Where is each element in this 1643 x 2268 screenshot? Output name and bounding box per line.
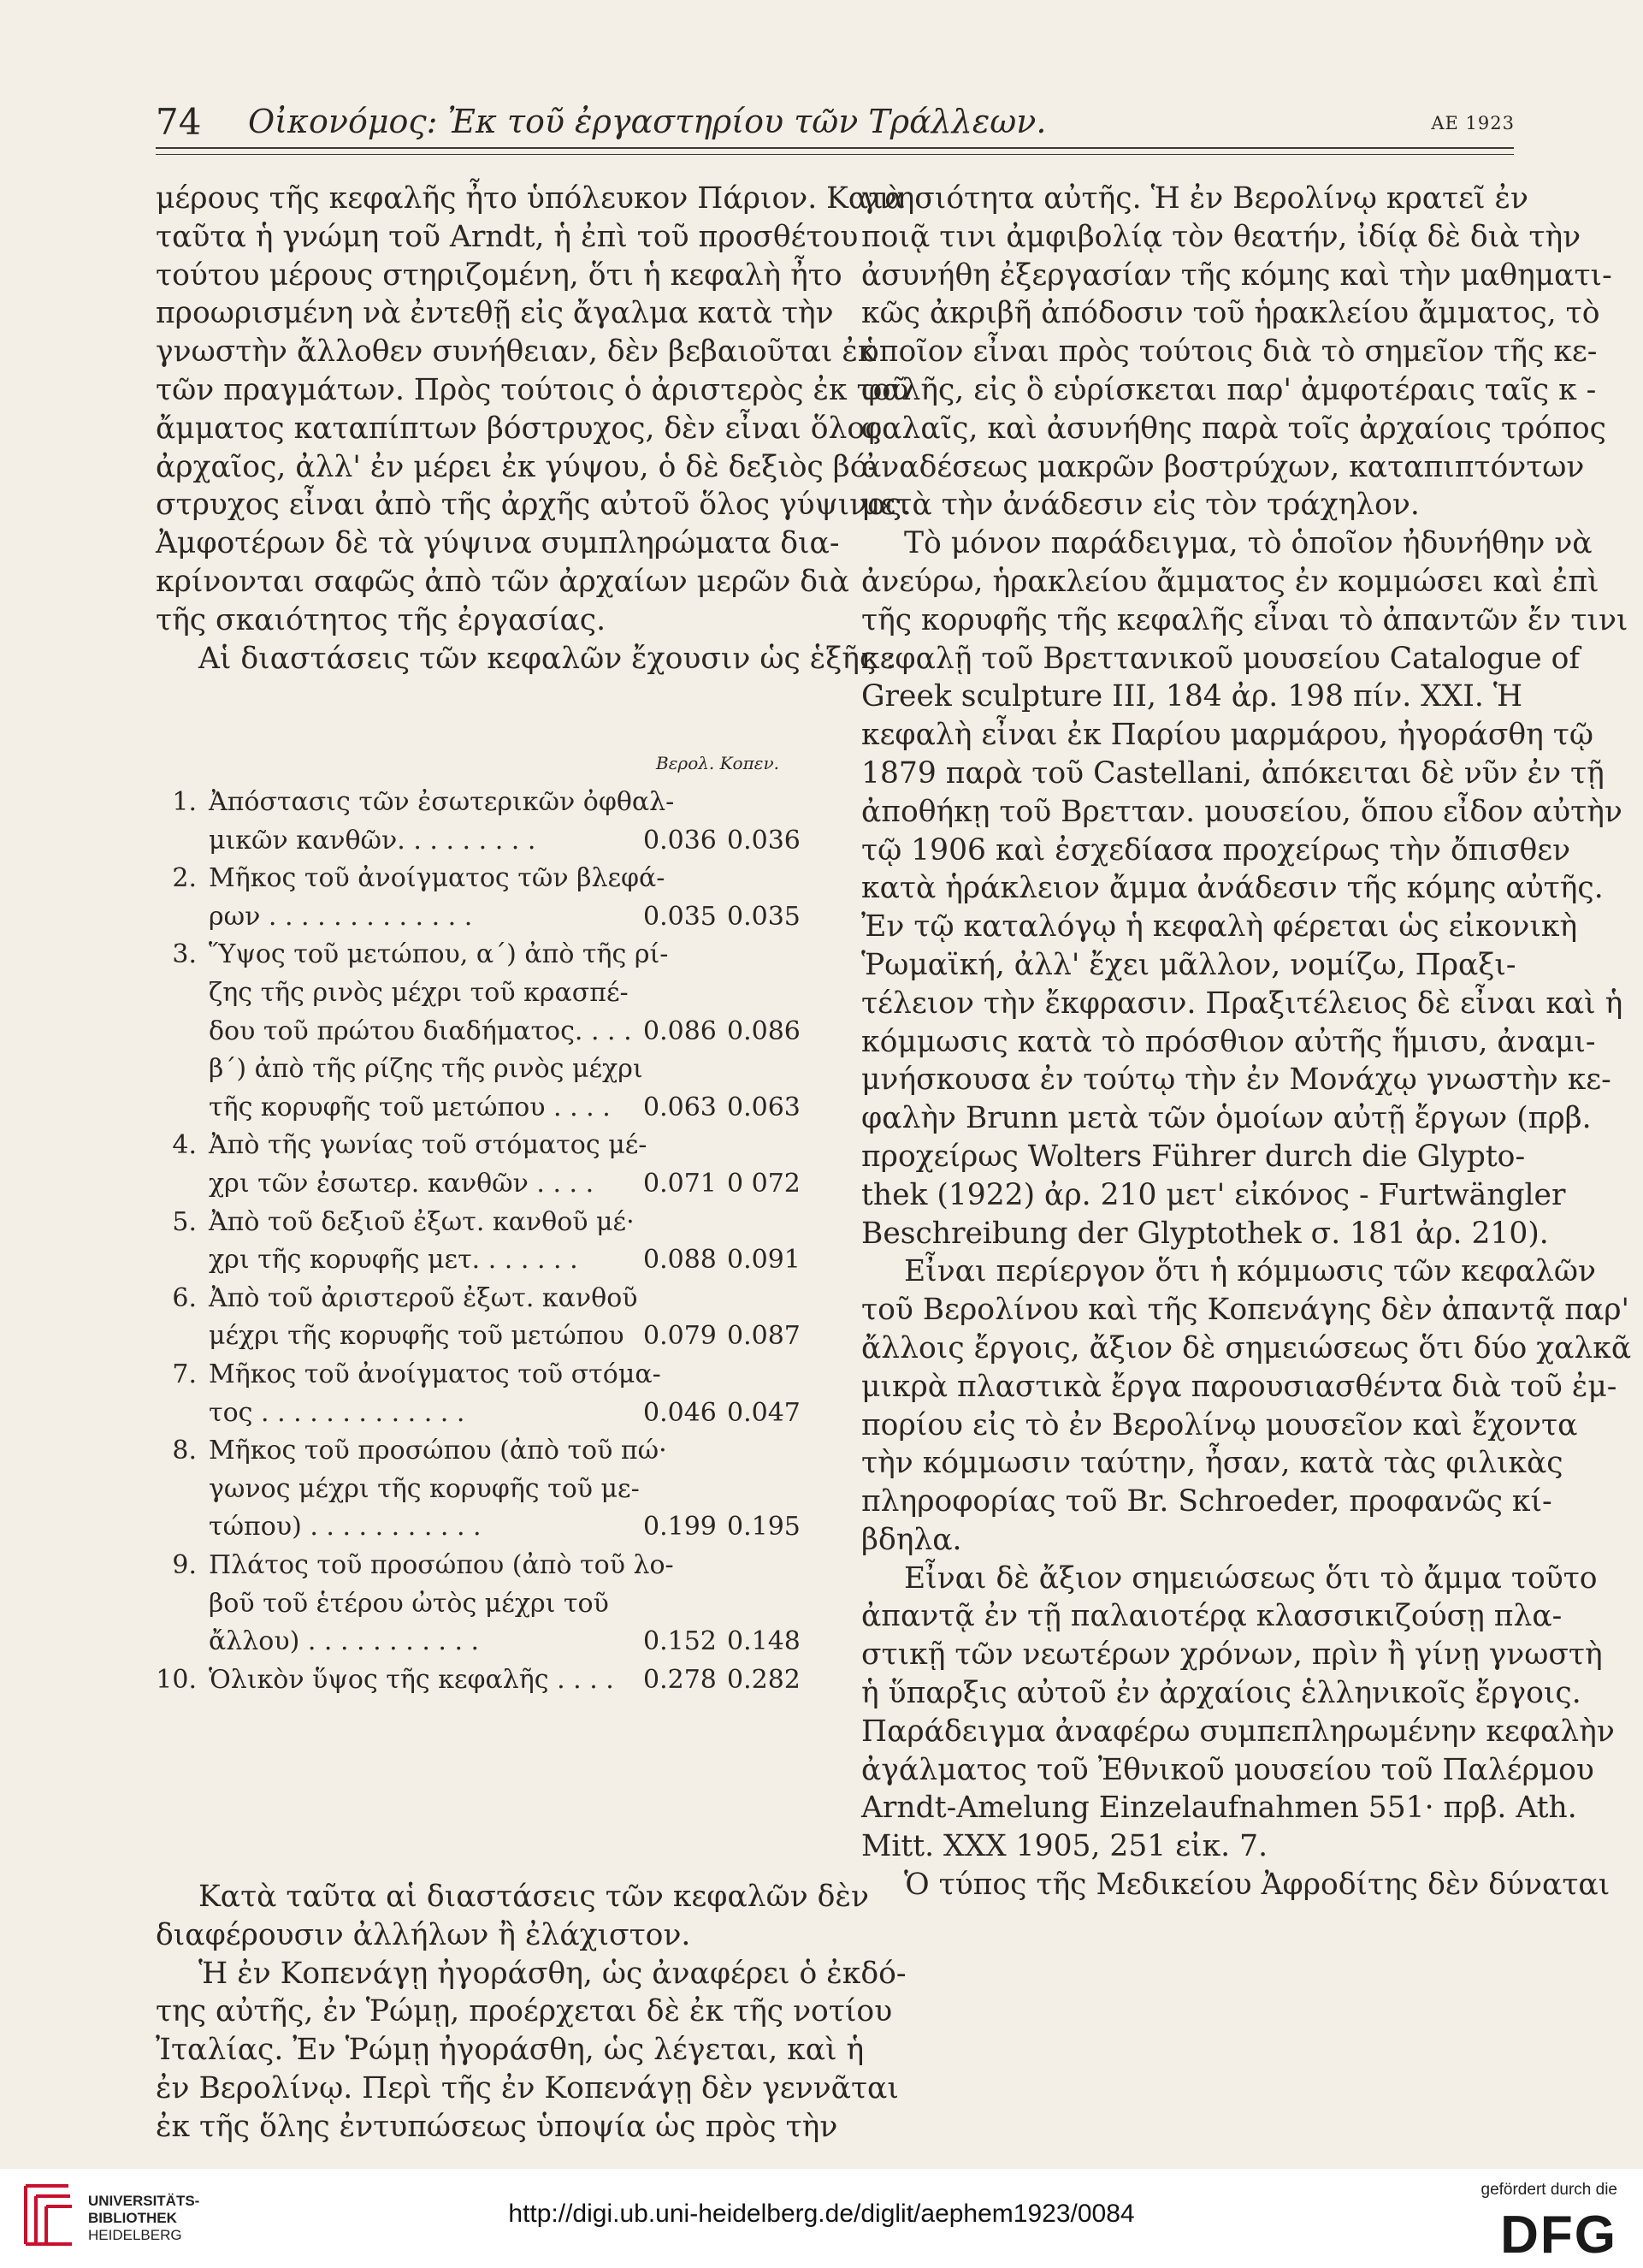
row-label-line: τῆς κορυφῆς τοῦ μετώπου . . . . [209,1092,611,1122]
copenhagen-value: 0.036 [727,825,801,856]
berlin-value: 0.086 [643,1016,717,1046]
text-line: τέλειον τὴν ἔκφρασιν. Πραξιτέλειος δὲ εἶναι καὶ ἡ [861,986,1623,1021]
row-label [209,936,668,1051]
text-line: στρυχος εἶναι ἀπὸ τῆς ἀρχῆς αὐτοῦ ὅλος γύψινος. [156,488,912,523]
row-number: 4. [172,1130,197,1161]
copenhagen-value: 0.035 [727,901,801,932]
copenhagen-value: 0.148 [727,1626,801,1657]
viewer-footer [0,2169,1643,2268]
text-line: ἡ ὕπαρξις αὐτοῦ ἐν ἀρχαίοις ἑλληνικοῖς ἔργοις. [861,1676,1581,1711]
row-label-line: Ὕψος τοῦ μετώπου, α΄) ἀπὸ τῆς ρί- [209,939,669,970]
row-label-line: β΄) ἀπὸ τῆς ρίζης τῆς ρινὸς μέχρι [209,1054,643,1085]
text-line: Ἀμφοτέρων δὲ τὰ γύψινα συμπληρώματα δια- [156,526,840,561]
table-row [156,1661,806,1700]
text-line: στικῇ τῶν νεωτέρων χρόνων, πρὶν ἢ γίνῃ γνωστὴ [861,1637,1603,1673]
text-line: thek (1922) ἀρ. 210 μετ' εἰκόνος - Furtwängler [861,1177,1566,1212]
text-line: κόμμωσις κατὰ τὸ πρόσθιον αὐτῆς ἥμισυ, ἀναμι- [861,1024,1596,1059]
row-number: 9. [172,1550,197,1580]
row-label-line: ἄλλου) . . . . . . . . . . . [209,1626,480,1657]
table-row [156,1547,806,1661]
row-label-line: Ἀπὸ τοῦ ἀριστεροῦ ἐξωτ. κανθοῦ [209,1282,638,1313]
text-line: ἀρχαῖος, ἀλλ' ἐν μέρει ἐκ γύψου, ὁ δὲ δεξιὸς βό- [156,449,878,484]
copenhagen-value: 0.091 [727,1245,801,1276]
header-rule [156,147,1514,149]
berlin-value: 0.152 [643,1626,717,1657]
text-line: γνησιότητα αὐτῆς. Ἡ ἐν Βερολίνῳ κρατεῖ ἐν [861,181,1528,216]
text-line: ἄμματος καταπίπτων βόστρυχος, δὲν εἶναι ὅλος [156,411,882,446]
row-label-line: χρι τῆς κορυφῆς μετ. . . . . . . [209,1245,578,1276]
university-library-name: UNIVERSITÄTS- BIBLIOTHEK HEIDELBERG [88,2193,200,2243]
row-label-line: ζης τῆς ρινὸς μέχρι τοῦ κρασπέ- [209,977,629,1008]
row-number: 2. [172,863,197,894]
text-line: φαλαῖς, καὶ ἀσυνήθης παρὰ τοῖς ἀρχαίοις τρόπος [861,411,1606,446]
text-line: της αὐτῆς, ἐν Ῥώμῃ, προέρχεται δὲ ἐκ τῆς νοτίου [156,1994,893,2029]
text-line: Ἡ ἐν Κοπενάγῃ ἠγοράσθη, ὡς ἀναφέρει ὁ ἐκδό- [198,1956,907,1991]
text-line: Ἰταλίας. Ἐν Ῥώμῃ ἠγοράσθη, ὡς λέγεται, καὶ ἡ [156,2033,865,2068]
text-line: ἀγάλματος τοῦ Ἐθνικοῦ μουσείου τοῦ Παλέρμου [861,1752,1594,1787]
row-label-line: Ἀπὸ τῆς γωνίας τοῦ στόματος μέ- [209,1130,647,1161]
berlin-value: 0.035 [643,901,717,932]
berlin-value: 0.063 [643,1092,717,1122]
row-label-line: Ἀπόστασις τῶν ἐσωτερικῶν ὀφθαλ- [209,787,675,817]
row-number: 5. [172,1206,197,1237]
text-line: τῆς σκαιότητος τῆς ἐργασίας. [156,602,606,637]
text-line: Mitt. XXX 1905, 251 εἰκ. 7. [861,1829,1268,1864]
right-column [861,180,1632,1904]
text-line: ὁποῖον εἶναι πρὸς τούτοις διὰ τὸ σημεῖον τῆς κε- [861,335,1598,370]
text-line: τῷ 1906 καὶ ἐσχεδίασα προχείρως τὴν ὄπισθεν [861,832,1571,868]
row-label-line: Μῆκος τοῦ ἀνοίγματος τῶν βλεφά- [209,863,665,894]
text-line: Εἶναι περίεργον ὅτι ἡ κόμμωσις τῶν κεφαλῶν [904,1254,1596,1289]
row-label-line: τος . . . . . . . . . . . . . [209,1397,465,1428]
text-line: τῶν πραγμάτων. Πρὸς τούτοις ὁ ἀριστερὸς ἐκ τοῦ [156,372,909,407]
row-number: 6. [172,1282,197,1313]
text-line: ποιᾷ τινι ἀμφιβολίᾳ τὸν θεατήν, ἰδίᾳ δὲ διὰ τὴν [861,219,1581,254]
row-number: 10. [156,1664,197,1695]
text-line: κατὰ ἡράκλειον ἄμμα ἀνάδεσιν τῆς κόμης αὐτῆς. [861,871,1604,906]
header-rule-thin [156,154,1514,155]
row-number: 7. [172,1359,197,1389]
text-line: τοῦ Βερολίνου καὶ τῆς Κοπενάγης δὲν ἀπαντᾷ παρ' [861,1293,1630,1328]
row-label-line: δου τοῦ πρώτου διαδήματος. . . . [209,1016,632,1046]
berlin-value: 0.088 [643,1245,717,1276]
funding-caption: gefördert durch die [1480,2181,1617,2199]
row-number: 8. [172,1436,197,1466]
text-line: τῆς κορυφῆς τῆς κεφαλῆς εἶναι τὸ ἀπαντῶν ἔν τινι [861,602,1628,637]
row-label [209,1204,635,1280]
row-label [209,1432,667,1547]
text-line: κεφαλῇ τοῦ Βρεττανικοῦ μουσείου Catalogue of [861,641,1581,676]
table-row [156,1127,806,1203]
copenhagen-value: 0.086 [727,1016,801,1046]
table-row [156,936,806,1051]
berlin-value: 0.036 [643,825,717,856]
text-line: ἀσυνήθη ἐξεργασίαν τῆς κόμης καὶ τὴν μαθηματι- [861,258,1612,293]
page-number: 74 [156,101,202,143]
text-line: Παράδειγμα ἀναφέρω συμπεπληρωμένην κεφαλὴν [861,1714,1615,1749]
table-column-headers: Βερολ. Κοπεν. [656,753,779,773]
text-line: Εἶναι δὲ ἄξιον σημειώσεως ὅτι τὸ ἄμμα τοῦτο [904,1560,1598,1596]
berlin-value: 0.199 [643,1512,717,1543]
text-line: κῶς ἀκριβῆ ἀπόδοσιν τοῦ ἡρακλείου ἄμματος, τὸ [861,296,1600,331]
text-line: πορίου εἰς τὸ ἐν Βερολίνῳ μουσεῖον καὶ ἔχοντα [861,1407,1578,1442]
text-line: προωρισμένη νὰ ἐντεθῇ εἰς ἄγαλμα κατὰ τὴν [156,296,834,331]
text-line: Ῥωμαϊκή, ἀλλ' ἔχει μᾶλλον, νομίζω, Πραξι- [861,947,1516,982]
row-label [209,1661,614,1700]
text-line: διαφέρουσιν ἀλλήλων ἢ ἐλάχιστον. [156,1917,691,1952]
text-line: Αἱ διαστάσεις τῶν κεφαλῶν ἔχουσιν ὡς ἑξῆς : [198,641,895,676]
copenhagen-value: 0.047 [727,1397,801,1428]
copenhagen-value: 0.195 [727,1512,801,1543]
berlin-value: 0.278 [643,1664,717,1695]
text-line: Arndt-Amelung Einzelaufnahmen 551· πρβ. Ath. [861,1791,1577,1826]
row-label-line: ρων . . . . . . . . . . . . . [209,901,473,932]
text-line: ἐκ τῆς ὅλης ἐντυπώσεως ὑποψία ὡς πρὸς τὴν [156,2109,838,2144]
table-row [156,860,806,936]
text-line: Τὸ μόνον παράδειγμα, τὸ ὁποῖον ἠδυνήθην νὰ [904,526,1593,561]
row-label-line: Πλάτος τοῦ προσώπου (ἀπὸ τοῦ λο- [209,1550,674,1580]
table-row [156,1280,806,1356]
document-url-link[interactable]: http://digi.ub.uni-heidelberg.de/diglit/aephem1923/0084 [508,2200,1135,2228]
text-line: ἀποθήκῃ τοῦ Βρετταν. μουσείου, ὅπου εἶδον αὐτὴν [861,794,1622,829]
text-line: τὴν κόμμωσιν ταύτην, ἦσαν, κατὰ τὰς φιλικὰς [861,1446,1563,1481]
row-number: 1. [172,787,197,817]
text-line: ἐν Βερολίνῳ. Περὶ τῆς ἐν Κοπενάγῃ δὲν γεννᾶται [156,2070,899,2105]
row-label-line: Μῆκος τοῦ ἀνοίγματος τοῦ στόμα- [209,1359,661,1389]
text-line: προχείρως Wolters Führer durch die Glypto- [861,1139,1526,1174]
text-line: ἀνεύρω, ἡρακλείου ἄμματος ἐν κομμώσει καὶ ἐπὶ [861,564,1599,599]
text-line: κεφαλὴ εἶναι ἐκ Παρίου μαρμάρου, ἠγοράσθη τῷ [861,718,1593,753]
row-label-line: Ἀπὸ τοῦ δεξιοῦ ἐξωτ. κανθοῦ μέ· [209,1206,635,1237]
text-line: κρίνονται σαφῶς ἀπὸ τῶν ἀρχαίων μερῶν διὰ [156,564,849,599]
text-line: πληροφορίας τοῦ Br. Schroeder, προφανῶς κί- [861,1484,1552,1519]
row-label [209,784,674,860]
row-label [209,1051,643,1127]
row-label-line: μικῶν κανθῶν. . . . . . . . . [209,825,536,856]
copenhagen-value: 0 072 [727,1168,801,1199]
text-line: ἀναδέσεως μακρῶν βοστρύχων, καταπιπτόντων [861,449,1585,484]
row-number: 3. [172,939,197,970]
text-line: 1879 παρὰ τοῦ Castellani, ἀπόκειται δὲ νῦν ἐν τῇ [861,755,1605,791]
table-row [156,1051,806,1127]
berlin-value: 0.071 [643,1168,717,1199]
text-line: μνήσκουσα ἐν τούτῳ τὴν ἐν Μονάχῳ γνωστὴν κε- [861,1063,1611,1098]
row-label [209,1547,674,1661]
row-label-line: μέχρι τῆς κορυφῆς τοῦ μετώπου [209,1321,624,1352]
copenhagen-value: 0.282 [727,1664,801,1695]
text-line: Ὁ τύπος τῆς Μεδικείου Ἀφροδίτης δὲν δύναται [904,1868,1610,1903]
dfg-logo: DFG [1500,2206,1617,2265]
row-label-line: γωνος μέχρι τῆς κορυφῆς τοῦ με- [209,1473,640,1504]
text-line: Κατὰ ταῦτα αἱ διαστάσεις τῶν κεφαλῶν δὲν [198,1880,869,1914]
text-line: ταῦτα ἡ γνώμη τοῦ Arndt, ἡ ἐπὶ τοῦ προσθέτου [156,219,859,254]
row-number [156,1051,197,1089]
row-label [209,1356,661,1432]
berlin-value: 0.079 [643,1321,717,1352]
row-label [209,860,665,936]
running-title: Οἰκονόμος: Ἐκ τοῦ ἐργαστηρίου τῶν Τράλλεων. [248,103,1047,140]
text-line: φαλὴν Brunn μετὰ τῶν ὁμοίων αὐτῇ ἔργων (πρβ. [861,1101,1592,1136]
left-column-bottom [156,1878,907,2147]
row-label-line: τώπου) . . . . . . . . . . . [209,1512,482,1543]
left-column-top [156,180,912,678]
copenhagen-value: 0.063 [727,1092,801,1122]
row-label [209,1127,647,1203]
text-line: Ἐν τῷ καταλόγῳ ἡ κεφαλὴ φέρεται ὡς εἰκονικὴ [861,909,1578,945]
text-line: μετὰ τὴν ἀνάδεσιν εἰς τὸν τράχηλον. [861,488,1420,523]
journal-label: ΑΕ 1923 [1431,113,1515,133]
copenhagen-value: 0.087 [727,1321,801,1352]
row-label-line: βοῦ τοῦ ἑτέρου ὠτὸς μέχρι τοῦ [209,1588,609,1619]
table-row [156,1432,806,1547]
berlin-value: 0.046 [643,1397,717,1428]
row-label-line: χρι τῶν ἐσωτερ. κανθῶν . . . . [209,1168,594,1199]
text-line: ἀπαντᾷ ἐν τῇ παλαιοτέρᾳ κλασσικιζούσῃ πλα- [861,1599,1563,1634]
table-row [156,784,806,860]
row-label [209,1280,638,1356]
text-line: ἄλλοις ἔργοις, ἄξιον δὲ σημειώσεως ὅτι δύο χαλκᾶ [861,1330,1632,1365]
row-label-line: Μῆκος τοῦ προσώπου (ἀπὸ τοῦ πώ· [209,1436,667,1466]
table-row [156,1356,806,1432]
table-row [156,1204,806,1280]
text-line: μικρὰ πλαστικὰ ἔργα παρουσιασθέντα διὰ τοῦ ἐμ- [861,1369,1617,1404]
text-line: βδηλα. [861,1522,962,1557]
text-line: φαλῆς, εἰς ὃ εὑρίσκεται παρ' ἀμφοτέραις ταῖς κ - [861,372,1597,407]
text-line: γνωστὴν ἄλλοθεν συνήθειαν, δὲν βεβαιοῦται ἐκ [156,335,877,370]
text-line: Greek sculpture III, 184 ἀρ. 198 πίν. XXI. Ἡ [861,679,1523,714]
row-label-line: Ὁλικὸν ὕψος τῆς κεφαλῆς . . . . [209,1664,614,1695]
text-line: τούτου μέρους στηριζομένη, ὅτι ἡ κεφαλὴ ἦτο [156,258,842,293]
text-line: μέρους τῆς κεφαλῆς ἦτο ὑπόλευκον Πάριον. Κατὰ [156,181,905,216]
text-line: Beschreibung der Glyptothek σ. 181 ἀρ. 210). [861,1216,1549,1251]
